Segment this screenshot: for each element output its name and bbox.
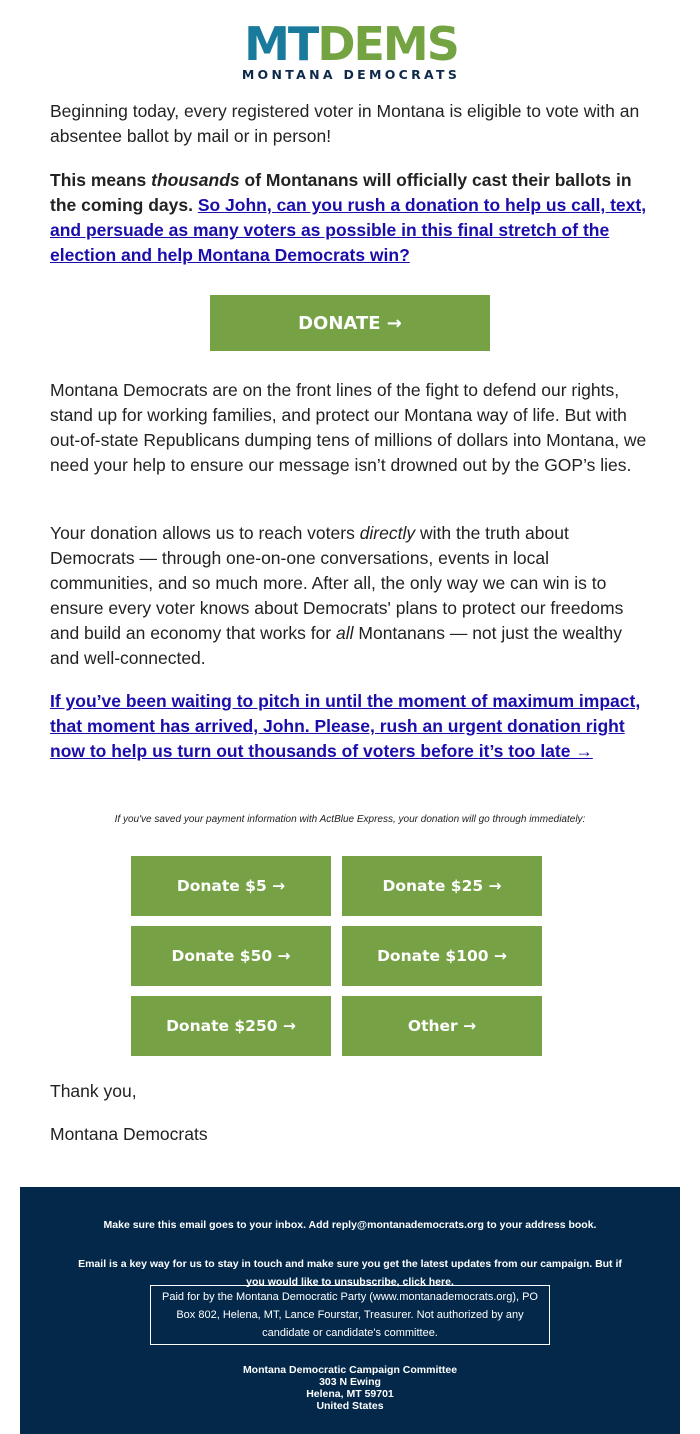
logo-dems: DEMS [317, 17, 458, 71]
text: Email is a key way for us to stay in touch and make sure you get the latest updates from our campaign. But if you would like to [78, 1258, 622, 1288]
donate-other-button[interactable]: Other → [342, 996, 542, 1056]
emphasis: directly [359, 523, 416, 543]
signature: Montana Democrats [50, 1124, 208, 1144]
logo-mt: MT [244, 17, 318, 71]
urgent-donation-link[interactable]: If you’ve been waiting to pitch in until the moment of maximum impact, that moment has arrived, John. Please, rush an urgent donation right now to help us turn out thousands of voters before it’s too late → [50, 691, 641, 761]
mtdems-logo [226, 17, 476, 82]
thanks-text: Thank you, [50, 1081, 137, 1101]
text: . [450, 1276, 454, 1288]
donation-impact-paragraph [50, 521, 655, 671]
donate-5-button[interactable]: Donate $5 → [131, 856, 331, 916]
text: of Montanans will officially cast their ballots in the coming days. [50, 170, 632, 215]
urgent-paragraph [50, 689, 655, 764]
frontlines-paragraph: Montana Democrats are on the front lines of the fight to defend our rights, stand up for working families, and protect our Montana way of life. But with out-of-state Republicans dumping tens of millions of dollars into Montana, we need your help to ensure our message isn’t drowned out by the GOP’s lies. [50, 380, 647, 475]
address-line: Helena, MT 59701 [306, 1388, 394, 1400]
intro-paragraph: Beginning today, every registered voter in Montana is eligible to vote with an absentee ballot by mail or in person! [50, 101, 640, 146]
logo-subtitle: MONTANA DEMOCRATS [241, 67, 461, 82]
emphasis: all [336, 623, 354, 643]
address-line: Montana Democratic Campaign Committee [242, 1364, 458, 1376]
address-line: United States [316, 1400, 384, 1412]
text: with the truth about Democrats — through one-on-one conversations, events in local communities, and so much more. After all, the only way we can win is to ensure every voter knows about Democrats' plans to protect our freedoms and build an economy that works for [50, 523, 624, 643]
emphasis: thousands [151, 170, 240, 190]
text: This means [50, 170, 152, 190]
mailing-address [20, 1364, 680, 1412]
donate-25-button[interactable]: Donate $25 → [342, 856, 542, 916]
unsubscribe-link[interactable]: unsubscribe, click here [334, 1276, 451, 1288]
donate-50-button[interactable]: Donate $50 → [131, 926, 331, 986]
urgency-paragraph [50, 168, 655, 268]
paid-for-disclaimer: Paid for by the Montana Democratic Party (www.montanademocrats.org), PO Box 802, Helena, MT, Lance Fourstar, Treasurer. Not authorized by any candidate or candidate's committee. [150, 1285, 550, 1345]
address-line: 303 N Ewing [319, 1376, 381, 1388]
footer [20, 1187, 680, 1434]
text: Your donation allows us to reach voters [50, 523, 360, 543]
inbox-note: Make sure this email goes to your inbox. Add reply@montanademocrats.org to your address book. [103, 1219, 597, 1231]
donation-link[interactable]: So John, can you rush a donation to help us call, text, and persuade as many voters as possible in this final stretch of the election and help Montana Democrats win? [50, 195, 647, 265]
donate-250-button[interactable]: Donate $250 → [131, 996, 331, 1056]
donate-button[interactable]: DONATE → [210, 295, 490, 351]
donate-100-button[interactable]: Donate $100 → [342, 926, 542, 986]
text: Montanans — not just the wealthy and well-connected. [50, 623, 622, 668]
actblue-note: If you've saved your payment information with ActBlue Express, your donation will go through immediately: [114, 814, 586, 825]
